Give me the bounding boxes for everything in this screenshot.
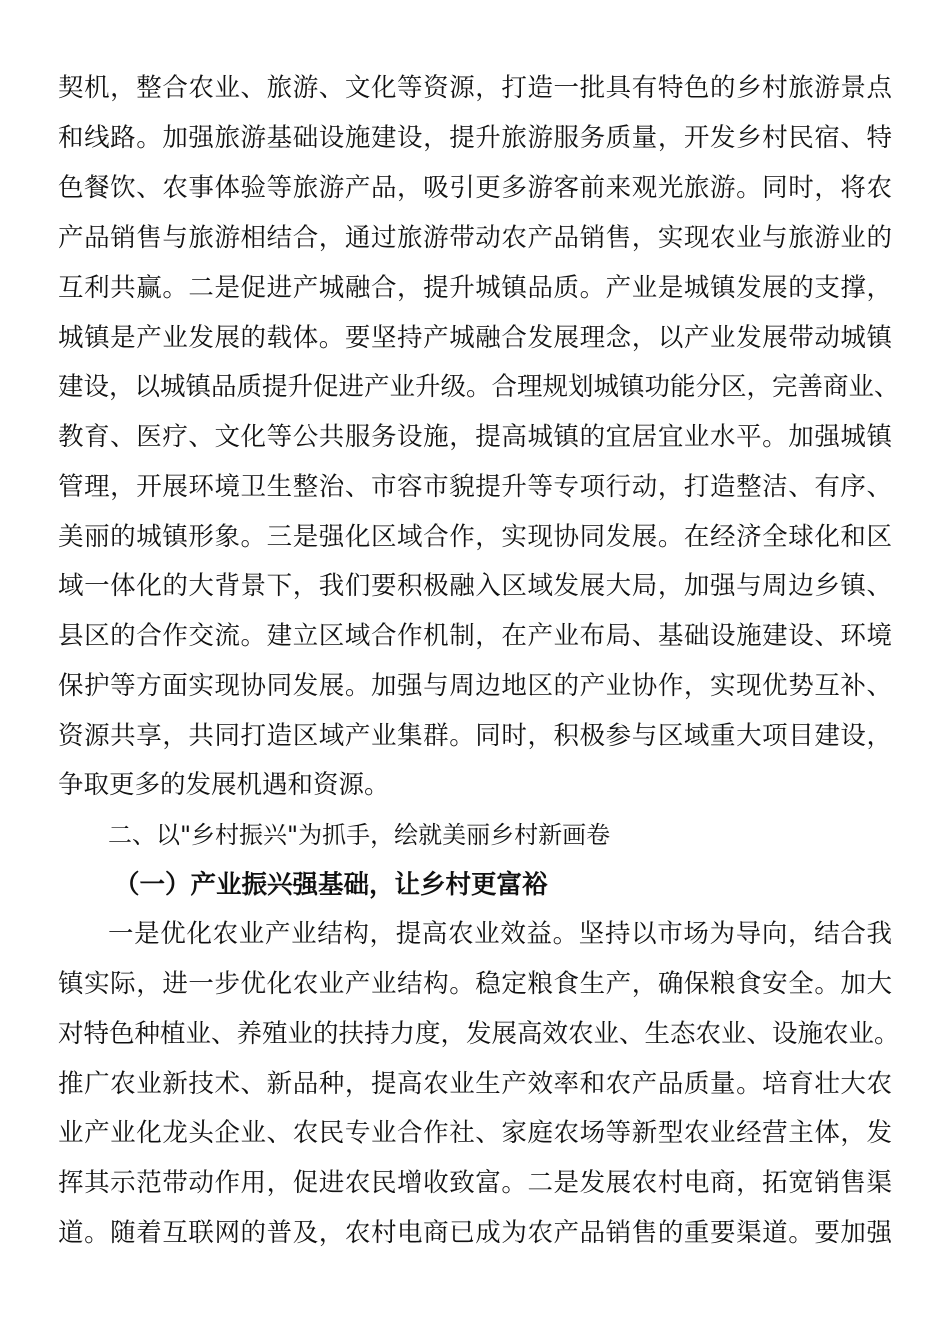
- paragraph-line: 镇实际，进一步优化农业产业结构。稳定粮食生产，确保粮食安全。加大: [58, 969, 892, 999]
- paragraph-line: 管理，开展环境卫生整治、市容市貌提升等专项行动，打造整洁、有序、: [58, 472, 892, 502]
- paragraph-line: 和线路。加强旅游基础设施建设，提升旅游服务质量，开发乡村民宿、特: [58, 123, 892, 153]
- paragraph-line: 业产业化龙头企业、农民专业合作社、家庭农场等新型农业经营主体，发: [58, 1118, 892, 1148]
- paragraph-line: 推广农业新技术、新品种，提高农业生产效率和农产品质量。培育壮大农: [58, 1069, 892, 1099]
- paragraph-line: 产品销售与旅游相结合，通过旅游带动农产品销售，实现农业与旅游业的: [58, 223, 892, 253]
- section-heading: 二、以"乡村振兴"为抓手，绘就美丽乡村新画卷: [108, 821, 611, 849]
- paragraph-line: 对特色种植业、养殖业的扶持力度，发展高效农业、生态农业、设施农业。: [58, 1019, 900, 1049]
- paragraph-line: 契机，整合农业、旅游、文化等资源，打造一批具有特色的乡村旅游景点: [58, 73, 892, 103]
- paragraph-line: 一是优化农业产业结构，提高农业效益。坚持以市场为导向，结合我: [108, 919, 892, 949]
- paragraph-line: 美丽的城镇形象。三是强化区域合作，实现协同发展。在经济全球化和区: [58, 522, 892, 552]
- paragraph-line: 县区的合作交流。建立区域合作机制，在产业布局、基础设施建设、环境: [58, 621, 892, 651]
- paragraph-line: 保护等方面实现协同发展。加强与周边地区的产业协作，实现优势互补、: [58, 671, 892, 701]
- paragraph-line: 挥其示范带动作用，促进农民增收致富。二是发展农村电商，拓宽销售渠: [58, 1168, 892, 1198]
- paragraph-line: 色餐饮、农事体验等旅游产品，吸引更多游客前来观光旅游。同时，将农: [58, 173, 892, 203]
- paragraph-line: 教育、医疗、文化等公共服务设施，提高城镇的宜居宜业水平。加强城镇: [58, 422, 892, 452]
- paragraph-line: 城镇是产业发展的载体。要坚持产城融合发展理念，以产业发展带动城镇: [58, 323, 892, 353]
- paragraph-line: 域一体化的大背景下，我们要积极融入区域发展大局，加强与周边乡镇、: [58, 571, 892, 601]
- paragraph-line: 互利共赢。二是促进产城融合，提升城镇品质。产业是城镇发展的支撑，: [58, 273, 892, 303]
- subsection-heading: （一）产业振兴强基础，让乡村更富裕: [114, 870, 548, 900]
- paragraph-line: 资源共享，共同打造区域产业集群。同时，积极参与区域重大项目建设，: [58, 721, 892, 751]
- paragraph-line: 建设，以城镇品质提升促进产业升级。合理规划城镇功能分区，完善商业、: [58, 372, 900, 402]
- paragraph-line: 道。随着互联网的普及，农村电商已成为农产品销售的重要渠道。要加强: [58, 1218, 892, 1248]
- paragraph-line: 争取更多的发展机遇和资源。: [58, 770, 390, 800]
